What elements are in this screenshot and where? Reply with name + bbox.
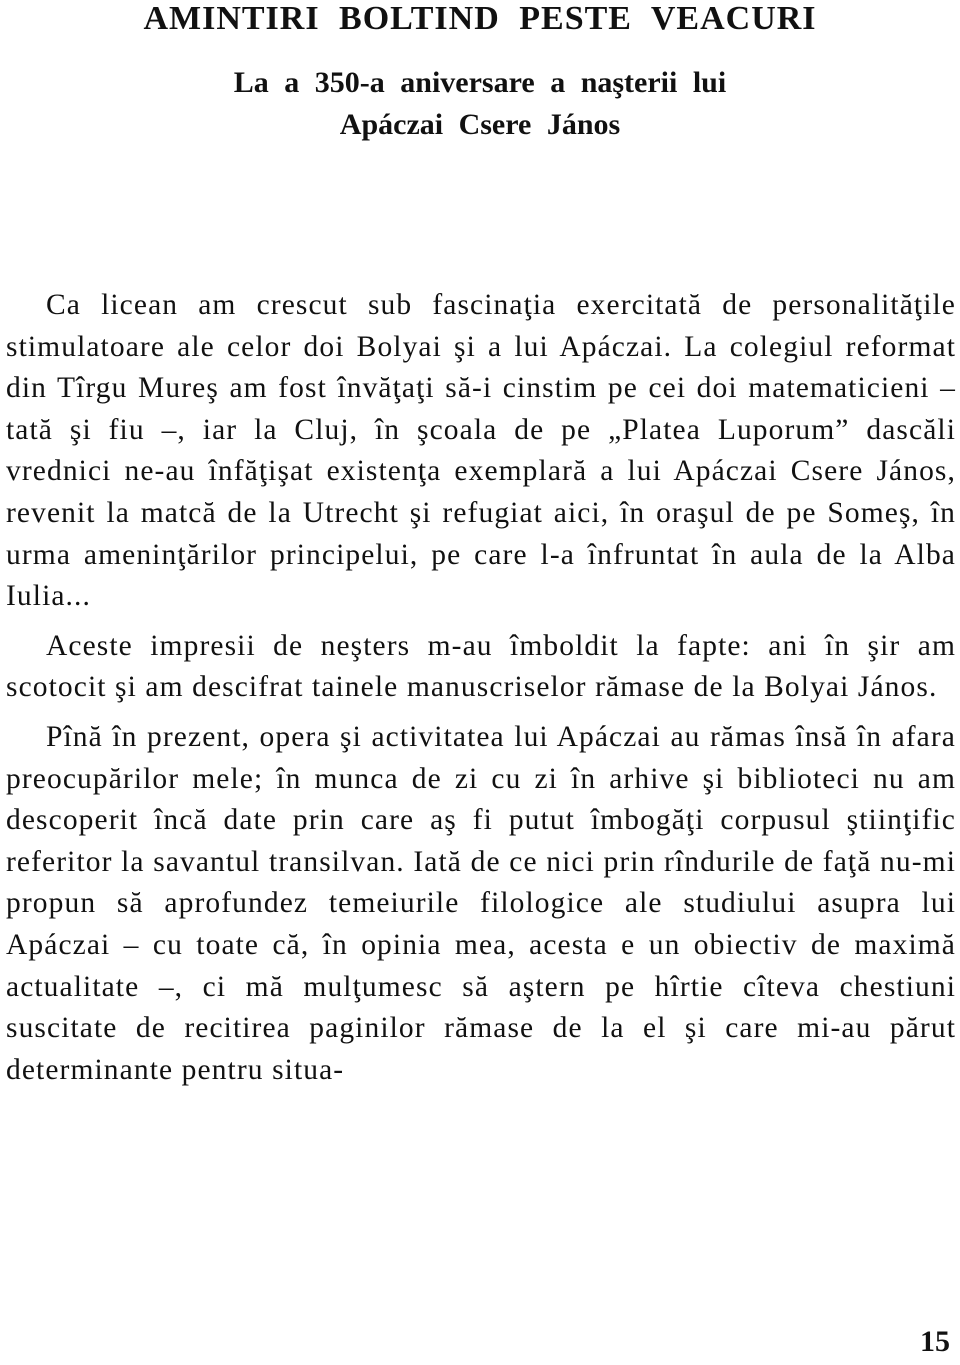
body-text <box>6 285 956 1091</box>
page-subtitle <box>0 62 960 146</box>
page-number: 15 <box>920 1325 950 1358</box>
subtitle-line-1: La a 350-a aniversare a naşterii lui <box>233 66 727 99</box>
paragraph-2: Aceste impresii de neşters m-au îmboldit la fapte: ani în şir am scotocit şi am descifrat tainele manuscriselor rămase de la Bolyai János. <box>6 629 956 704</box>
paragraph-3: Pînă în prezent, opera şi activitatea lui Apáczai au rămas însă în afara preocupărilor mele; în munca de zi cu zi în arhive şi biblioteci nu am descoperit încă date prin care aş fi putut îmbogăţi corpusul ştiinţific referitor la savantul transilvan. Iată de ce nici prin rîndurile de faţă nu-mi propun să aprofundez temeiurile filologice ale studiului asupra lui Apáczai – cu toate că, în opinia mea, acesta e un obiectiv de maximă actualitate –, ci mă mulţumesc să aştern pe hîrtie cîteva chestiuni suscitate de recitirea paginilor rămase de la el şi care mi-au părut determinante pentru situa- <box>6 720 956 1086</box>
page-title: AMINTIRI BOLTIND PESTE VEACURI <box>143 0 817 37</box>
subtitle-line-2: Apáczai Csere János <box>339 108 621 141</box>
paragraph-1: Ca licean am crescut sub fascinaţia exercitată de personalităţile stimulatoare ale celor doi Bolyai şi a lui Apáczai. La colegiul reformat din Tîrgu Mureş am fost învăţaţi să-i cinstim pe cei doi matematicieni – tată şi fiu –, iar la Cluj, în şcoala de pe „Platea Luporum” dascăli vrednici ne-au înfăţişat existenţa exemplară a lui Apáczai Csere János, revenit la matcă de la Utrecht şi refugiat aici, în oraşul de pe Someş, în urma ameninţărilor principelui, pe care l-a înfruntat în aula de la Alba Iulia... <box>6 289 956 613</box>
